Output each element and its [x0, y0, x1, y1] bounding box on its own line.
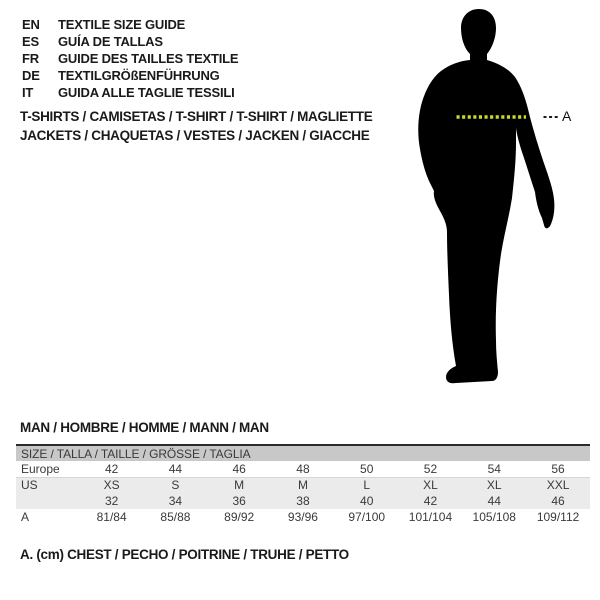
language-row-es: [22, 33, 238, 50]
section-title-man: MAN / HOMBRE / HOMME / MANN / MAN: [20, 420, 269, 435]
table-cell: XS: [80, 477, 144, 493]
category-jackets: JACKETS / CHAQUETAS / VESTES / JACKEN / GIACCHE: [20, 127, 370, 143]
table-cell: 40: [335, 493, 399, 509]
table-cell: 44: [144, 461, 208, 477]
size-table-container: [16, 444, 590, 525]
measurement-label-a: A: [562, 108, 572, 124]
language-code: ES: [22, 34, 39, 49]
table-cell: 85/88: [160, 510, 191, 524]
table-cell: 109/112: [536, 510, 580, 524]
table-cell: S: [144, 477, 208, 493]
size-table: [16, 444, 590, 525]
language-code: IT: [22, 85, 34, 100]
row-label: Europe: [16, 461, 80, 477]
footnote-chest: A. (cm) CHEST / PECHO / POITRINE / TRUHE / PETTO: [20, 547, 349, 562]
language-code: EN: [22, 17, 40, 32]
table-row-europe: [16, 461, 590, 477]
table-cell: 34: [144, 493, 208, 509]
table-cell: M: [207, 477, 271, 493]
language-code: FR: [22, 51, 39, 66]
table-cell: 48: [271, 461, 335, 477]
table-cell: XL: [462, 477, 526, 493]
table-cell: 46: [526, 493, 590, 509]
table-cell: 52: [399, 461, 463, 477]
table-cell: 105/108: [472, 510, 516, 524]
table-cell: 42: [399, 493, 463, 509]
table-cell: 42: [80, 461, 144, 477]
language-label: GUÍA DE TALLAS: [58, 34, 163, 49]
table-cell: 54: [462, 461, 526, 477]
language-label: TEXTILGRÖßENFÜHRUNG: [58, 68, 220, 83]
table-row-uk: [16, 493, 590, 509]
row-label: US: [16, 477, 80, 493]
table-cell: 38: [271, 493, 335, 509]
table-cell: L: [335, 477, 399, 493]
table-header-row: [16, 445, 590, 461]
language-label: TEXTILE SIZE GUIDE: [58, 17, 186, 32]
man-silhouette: [418, 9, 554, 383]
table-cell: 97/100: [348, 510, 386, 524]
language-label: GUIDA ALLE TAGLIE TESSILI: [58, 85, 235, 100]
garment-categories: [20, 109, 372, 146]
table-row-us: [16, 477, 590, 493]
table-cell: 93/96: [287, 510, 318, 524]
table-cell: 89/92: [224, 510, 255, 524]
table-cell: 44: [462, 493, 526, 509]
table-cell: M: [271, 477, 335, 493]
table-cell: 56: [526, 461, 590, 477]
table-cell: 50: [335, 461, 399, 477]
language-code: DE: [22, 68, 40, 83]
table-cell: XXL: [526, 477, 590, 493]
row-label: A: [21, 510, 30, 524]
language-row-en: [22, 16, 238, 33]
man-silhouette-figure: [400, 0, 590, 400]
table-row-chest-a: [16, 509, 590, 525]
language-row-it: [22, 84, 238, 101]
language-row-fr: [22, 50, 238, 67]
language-label: GUIDE DES TAILLES TEXTILE: [58, 51, 239, 66]
size-table-header: SIZE / TALLA / TAILLE / GRÖSSE / TAGLIA: [16, 445, 590, 461]
table-cell: XL: [399, 477, 463, 493]
table-cell: 36: [207, 493, 271, 509]
table-cell: 81/84: [96, 510, 127, 524]
category-tshirts: T-SHIRTS / CAMISETAS / T-SHIRT / T-SHIRT / MAGLIETTE: [20, 109, 373, 124]
table-cell: 101/104: [408, 510, 453, 524]
language-row-de: [22, 67, 238, 84]
table-cell: 32: [80, 493, 144, 509]
language-list: [22, 16, 238, 101]
row-label: [16, 493, 80, 509]
table-cell: 46: [207, 461, 271, 477]
